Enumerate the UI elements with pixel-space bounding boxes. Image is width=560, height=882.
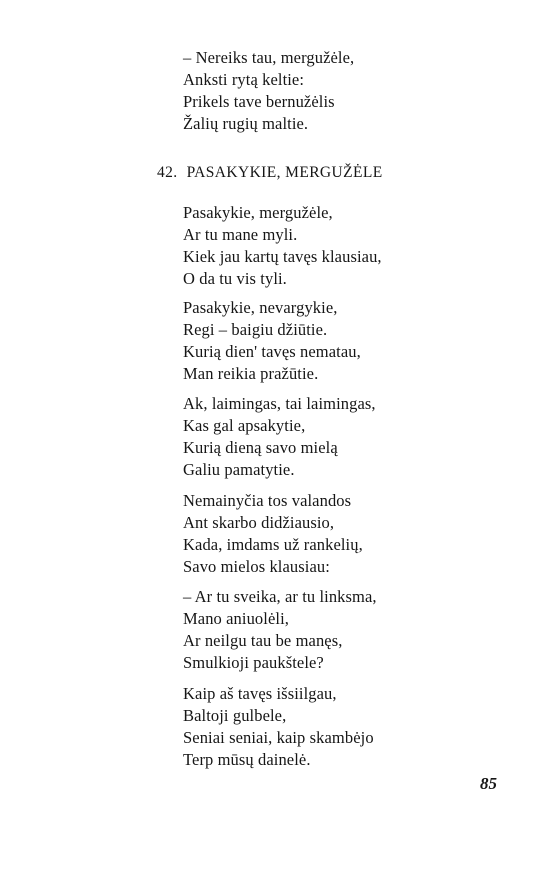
verse-line: O da tu vis tyli. bbox=[183, 269, 287, 288]
verse-line: Ar neilgu tau be manęs, bbox=[183, 631, 343, 650]
verse-line: Nemainyčia tos valandos bbox=[183, 491, 352, 510]
verse-line: Kada, imdams už rankelių, bbox=[183, 535, 363, 554]
poem-title: PASAKYKIE, MERGUŽĖLE bbox=[186, 164, 383, 181]
verse-line: Ant skarbo didžiausio, bbox=[183, 513, 335, 532]
verse-line: Baltoji gulbele, bbox=[183, 706, 287, 725]
stanza-1 bbox=[183, 202, 382, 290]
poem-continuation-stanza bbox=[183, 47, 354, 135]
stanza-2 bbox=[183, 297, 361, 385]
verse-line: Prikels tave bernužėlis bbox=[183, 92, 335, 111]
verse-line: Ak, laimingas, tai laimingas, bbox=[183, 394, 376, 413]
verse-line: – Nereiks tau, mergužėle, bbox=[183, 48, 355, 67]
verse-line: Regi – baigiu džiūtie. bbox=[183, 320, 328, 339]
verse-line: Pasakykie, nevargykie, bbox=[183, 298, 338, 317]
verse-line: Pasakykie, mergužėle, bbox=[183, 203, 333, 222]
verse-line: Terp mūsų dainelė. bbox=[183, 750, 311, 769]
poem-number: 42. bbox=[157, 164, 178, 181]
verse-line: Kas gal apsakytie, bbox=[183, 416, 306, 435]
stanza-5 bbox=[183, 586, 377, 674]
verse-line: Anksti rytą keltie: bbox=[183, 70, 305, 89]
verse-line: Smulkioji paukštele? bbox=[183, 653, 324, 672]
verse-line: Žalių rugių maltie. bbox=[183, 114, 309, 133]
stanza-4 bbox=[183, 490, 363, 578]
verse-line: Savo mielos klausiau: bbox=[183, 557, 330, 576]
verse-line: – Ar tu sveika, ar tu linksma, bbox=[183, 587, 377, 606]
verse-line: Kurią dien' tavęs nematau, bbox=[183, 342, 361, 361]
verse-line: Galiu pamatytie. bbox=[183, 460, 295, 479]
poem-heading bbox=[157, 164, 383, 182]
verse-line: Ar tu mane myli. bbox=[183, 225, 298, 244]
verse-line: Kurią dieną savo mielą bbox=[183, 438, 338, 457]
stanza-6 bbox=[183, 683, 374, 771]
verse-line: Kaip aš tavęs išsiilgau, bbox=[183, 684, 337, 703]
verse-line: Mano aniuolėli, bbox=[183, 609, 289, 628]
verse-line: Man reikia pražūtie. bbox=[183, 364, 319, 383]
verse-line: Kiek jau kartų tavęs klausiau, bbox=[183, 247, 382, 266]
page-number: 85 bbox=[480, 774, 497, 793]
stanza-3 bbox=[183, 393, 376, 481]
verse-line: Seniai seniai, kaip skambėjo bbox=[183, 728, 374, 747]
